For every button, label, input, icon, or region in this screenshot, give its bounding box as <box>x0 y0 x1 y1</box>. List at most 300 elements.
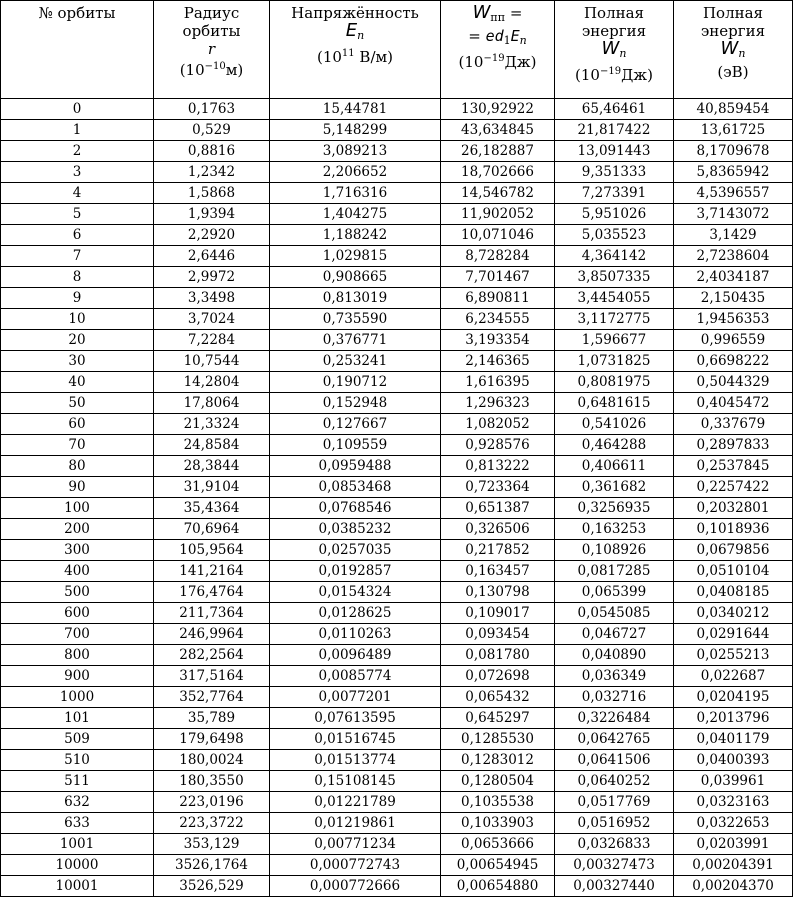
total-energy-joule-cell: 0,032716 <box>555 687 674 708</box>
table-row <box>1 582 793 603</box>
radius-cell: 35,4364 <box>154 498 270 519</box>
table-row <box>1 771 793 792</box>
potential-energy-cell: 0,217852 <box>441 540 555 561</box>
table-row <box>1 393 793 414</box>
radius-cell: 70,6964 <box>154 519 270 540</box>
total-energy-joule-cell: 21,817422 <box>555 120 674 141</box>
field-strength-cell: 0,0096489 <box>270 645 441 666</box>
radius-cell: 10,7544 <box>154 351 270 372</box>
table-row <box>1 729 793 750</box>
orbit-number-cell: 50 <box>1 393 154 414</box>
header-total-energy-joule-unit <box>557 63 671 84</box>
header-radius-line2: орбиты <box>182 22 241 40</box>
total-energy-joule-cell: 0,0326833 <box>555 834 674 855</box>
header-total-energy-joule-unit-pre: (10 <box>575 66 600 84</box>
header-field-strength-unit-pre: (10 <box>316 48 342 66</box>
total-energy-ev-cell: 0,996559 <box>674 330 793 351</box>
header-potential-energy-expr2-sub: n <box>519 34 527 47</box>
header-potential-energy-expr2: E <box>510 27 520 45</box>
header-total-energy-joule-unit-post: Дж) <box>621 66 653 84</box>
potential-energy-cell: 8,728284 <box>441 246 555 267</box>
orbit-number-cell: 1000 <box>1 687 154 708</box>
header-potential-energy-unit-pre: (10 <box>458 53 484 71</box>
field-strength-cell: 0,813019 <box>270 288 441 309</box>
radius-cell: 2,2920 <box>154 225 270 246</box>
total-energy-joule-cell: 13,091443 <box>555 141 674 162</box>
radius-cell: 246,9964 <box>154 624 270 645</box>
table-row <box>1 855 793 876</box>
header-total-energy-joule-symbol <box>557 40 671 63</box>
potential-energy-cell: 0,813222 <box>441 456 555 477</box>
total-energy-ev-cell: 2,4034187 <box>674 267 793 288</box>
radius-cell: 3,3498 <box>154 288 270 309</box>
header-total-energy-ev-sym: W <box>720 38 739 59</box>
radius-cell: 352,7764 <box>154 687 270 708</box>
field-strength-cell: 0,000772743 <box>270 855 441 876</box>
potential-energy-cell: 11,902052 <box>441 204 555 225</box>
total-energy-ev-cell: 0,0322653 <box>674 813 793 834</box>
table-row <box>1 666 793 687</box>
radius-cell: 176,4764 <box>154 582 270 603</box>
radius-cell: 21,3324 <box>154 414 270 435</box>
total-energy-joule-cell: 7,273391 <box>555 183 674 204</box>
orbit-number-cell: 20 <box>1 330 154 351</box>
orbit-number-cell: 4 <box>1 183 154 204</box>
orbit-number-cell: 509 <box>1 729 154 750</box>
potential-energy-cell: 0,1283012 <box>441 750 555 771</box>
orbit-number-cell: 10 <box>1 309 154 330</box>
radius-cell: 2,9972 <box>154 267 270 288</box>
field-strength-cell: 0,01219861 <box>270 813 441 834</box>
total-energy-joule-cell: 1,596677 <box>555 330 674 351</box>
table-row <box>1 162 793 183</box>
orbit-number-cell: 60 <box>1 414 154 435</box>
table-row <box>1 687 793 708</box>
field-strength-cell: 1,029815 <box>270 246 441 267</box>
field-strength-cell: 0,0768546 <box>270 498 441 519</box>
potential-energy-cell: 0,326506 <box>441 519 555 540</box>
header-radius-symbol: r <box>207 40 216 58</box>
header-total-energy-joule-unit-exp: −19 <box>599 66 622 77</box>
total-energy-joule-cell: 0,065399 <box>555 582 674 603</box>
total-energy-joule-cell: 5,035523 <box>555 225 674 246</box>
orbit-number-cell: 2 <box>1 141 154 162</box>
header-field-strength-unit-post: В/м) <box>354 48 394 66</box>
total-energy-ev-cell: 2,7238604 <box>674 246 793 267</box>
orbit-number-cell: 100 <box>1 498 154 519</box>
table-row <box>1 372 793 393</box>
field-strength-cell: 0,01221789 <box>270 792 441 813</box>
total-energy-ev-cell: 0,6698222 <box>674 351 793 372</box>
orbit-number-cell: 1 <box>1 120 154 141</box>
table-row <box>1 246 793 267</box>
total-energy-ev-cell: 0,2032801 <box>674 498 793 519</box>
potential-energy-cell: 0,081780 <box>441 645 555 666</box>
radius-cell: 179,6498 <box>154 729 270 750</box>
total-energy-joule-cell: 65,46461 <box>555 99 674 120</box>
potential-energy-cell: 0,109017 <box>441 603 555 624</box>
total-energy-ev-cell: 0,2537845 <box>674 456 793 477</box>
total-energy-joule-cell: 1,0731825 <box>555 351 674 372</box>
table-row <box>1 561 793 582</box>
orbit-number-cell: 633 <box>1 813 154 834</box>
orbit-number-cell: 9 <box>1 288 154 309</box>
table-row <box>1 225 793 246</box>
total-energy-ev-cell: 8,1709678 <box>674 141 793 162</box>
field-strength-cell: 0,0385232 <box>270 519 441 540</box>
header-potential-energy-sym: W <box>472 2 491 23</box>
field-strength-cell: 0,127667 <box>270 414 441 435</box>
field-strength-cell: 0,152948 <box>270 393 441 414</box>
field-strength-cell: 0,0128625 <box>270 603 441 624</box>
total-energy-joule-cell: 0,0517769 <box>555 792 674 813</box>
field-strength-cell: 1,188242 <box>270 225 441 246</box>
table-row <box>1 351 793 372</box>
orbit-number-cell: 90 <box>1 477 154 498</box>
orbit-number-cell: 8 <box>1 267 154 288</box>
table-row <box>1 120 793 141</box>
field-strength-cell: 0,0077201 <box>270 687 441 708</box>
potential-energy-cell: 0,00654880 <box>441 876 555 897</box>
orbit-number-cell: 6 <box>1 225 154 246</box>
total-energy-joule-cell: 0,040890 <box>555 645 674 666</box>
orbit-number-cell: 632 <box>1 792 154 813</box>
field-strength-cell: 0,0192857 <box>270 561 441 582</box>
radius-cell: 105,9564 <box>154 540 270 561</box>
potential-energy-cell: 0,723364 <box>441 477 555 498</box>
orbit-number-cell: 500 <box>1 582 154 603</box>
radius-cell: 28,3844 <box>154 456 270 477</box>
header-orbit-number <box>1 1 154 99</box>
potential-energy-cell: 43,634845 <box>441 120 555 141</box>
field-strength-cell: 5,148299 <box>270 120 441 141</box>
radius-cell: 1,9394 <box>154 204 270 225</box>
total-energy-joule-cell: 3,4454055 <box>555 288 674 309</box>
table-row <box>1 435 793 456</box>
total-energy-ev-cell: 2,150435 <box>674 288 793 309</box>
total-energy-joule-cell: 0,541026 <box>555 414 674 435</box>
header-potential-energy-eq2: = <box>468 27 486 45</box>
potential-energy-cell: 0,00654945 <box>441 855 555 876</box>
field-strength-cell: 0,109559 <box>270 435 441 456</box>
field-strength-cell: 0,000772666 <box>270 876 441 897</box>
header-field-strength <box>270 1 441 99</box>
potential-energy-cell: 10,071046 <box>441 225 555 246</box>
total-energy-ev-cell: 0,0340212 <box>674 603 793 624</box>
total-energy-ev-cell: 0,0400393 <box>674 750 793 771</box>
header-potential-energy-unit-exp: −19 <box>483 53 505 64</box>
header-radius-line1: Радиус <box>183 4 240 22</box>
orbit-number-cell: 1001 <box>1 834 154 855</box>
potential-energy-cell: 7,701467 <box>441 267 555 288</box>
total-energy-joule-cell: 0,00327440 <box>555 876 674 897</box>
total-energy-joule-cell: 0,6481615 <box>555 393 674 414</box>
header-field-strength-line1: Напряжённость <box>291 4 419 22</box>
radius-cell: 223,3722 <box>154 813 270 834</box>
header-radius-unit-post: м) <box>225 61 244 79</box>
potential-energy-cell: 18,702666 <box>441 162 555 183</box>
radius-cell: 0,1763 <box>154 99 270 120</box>
header-potential-energy-unit <box>443 50 552 71</box>
table-row <box>1 204 793 225</box>
header-total-energy-joule-line1: Полная <box>583 4 645 22</box>
total-energy-ev-cell: 0,00204391 <box>674 855 793 876</box>
radius-cell: 1,5868 <box>154 183 270 204</box>
potential-energy-cell: 0,645297 <box>441 708 555 729</box>
header-radius-unit-exp: −10 <box>204 61 226 72</box>
radius-cell: 223,0196 <box>154 792 270 813</box>
header-total-energy-ev-symbol <box>676 40 790 63</box>
total-energy-ev-cell: 0,2013796 <box>674 708 793 729</box>
total-energy-ev-cell: 0,0255213 <box>674 645 793 666</box>
header-total-energy-joule <box>555 1 674 99</box>
orbit-number-cell: 30 <box>1 351 154 372</box>
field-strength-cell: 0,0257035 <box>270 540 441 561</box>
table-row <box>1 603 793 624</box>
potential-energy-cell: 3,193354 <box>441 330 555 351</box>
header-total-energy-ev <box>674 1 793 99</box>
potential-energy-cell: 1,082052 <box>441 414 555 435</box>
header-potential-energy-expr: ed <box>485 27 504 45</box>
potential-energy-cell: 0,093454 <box>441 624 555 645</box>
potential-energy-cell: 0,1280504 <box>441 771 555 792</box>
header-potential-energy-unit-post: Дж) <box>504 53 537 71</box>
table-row <box>1 708 793 729</box>
radius-cell: 17,8064 <box>154 393 270 414</box>
total-energy-ev-cell: 5,8365942 <box>674 162 793 183</box>
header-radius-unit <box>156 58 267 79</box>
potential-energy-cell: 0,072698 <box>441 666 555 687</box>
orbit-number-cell: 3 <box>1 162 154 183</box>
potential-energy-cell: 6,234555 <box>441 309 555 330</box>
total-energy-ev-cell: 13,61725 <box>674 120 793 141</box>
field-strength-cell: 0,15108145 <box>270 771 441 792</box>
header-total-energy-ev-unit: (эВ) <box>717 63 749 81</box>
total-energy-ev-cell: 0,0401179 <box>674 729 793 750</box>
total-energy-joule-cell: 0,046727 <box>555 624 674 645</box>
orbit-number-cell: 5 <box>1 204 154 225</box>
field-strength-cell: 0,376771 <box>270 330 441 351</box>
radius-cell: 14,2804 <box>154 372 270 393</box>
table-row <box>1 876 793 897</box>
field-strength-cell: 3,089213 <box>270 141 441 162</box>
total-energy-joule-cell: 0,3256935 <box>555 498 674 519</box>
total-energy-joule-cell: 0,163253 <box>555 519 674 540</box>
total-energy-ev-cell: 0,0679856 <box>674 540 793 561</box>
radius-cell: 180,0024 <box>154 750 270 771</box>
potential-energy-cell: 130,92922 <box>441 99 555 120</box>
total-energy-joule-cell: 3,1172775 <box>555 309 674 330</box>
radius-cell: 35,789 <box>154 708 270 729</box>
table-row <box>1 834 793 855</box>
radius-cell: 2,6446 <box>154 246 270 267</box>
field-strength-cell: 1,716316 <box>270 183 441 204</box>
header-field-strength-symbol <box>272 22 438 45</box>
total-energy-ev-cell: 0,039961 <box>674 771 793 792</box>
field-strength-cell: 0,0959488 <box>270 456 441 477</box>
total-energy-joule-cell: 0,0640252 <box>555 771 674 792</box>
total-energy-joule-cell: 0,8081975 <box>555 372 674 393</box>
total-energy-ev-cell: 0,2257422 <box>674 477 793 498</box>
field-strength-cell: 15,44781 <box>270 99 441 120</box>
header-potential-energy-line2 <box>443 27 552 50</box>
orbit-number-cell: 200 <box>1 519 154 540</box>
table-row <box>1 288 793 309</box>
total-energy-ev-cell: 1,9456353 <box>674 309 793 330</box>
header-total-energy-joule-sym-sub: n <box>619 47 627 60</box>
potential-energy-cell: 14,546782 <box>441 183 555 204</box>
table-body <box>1 99 793 897</box>
field-strength-cell: 0,01516745 <box>270 729 441 750</box>
field-strength-cell: 0,0110263 <box>270 624 441 645</box>
total-energy-joule-cell: 0,0642765 <box>555 729 674 750</box>
total-energy-joule-cell: 9,351333 <box>555 162 674 183</box>
header-potential-energy-sym-sub: пп <box>490 11 506 24</box>
header-potential-energy-line1 <box>443 4 552 27</box>
header-field-strength-unit-exp: 11 <box>341 48 355 59</box>
total-energy-joule-cell: 0,0817285 <box>555 561 674 582</box>
header-radius <box>154 1 270 99</box>
header-radius-unit-pre: (10 <box>179 61 205 79</box>
table-row <box>1 645 793 666</box>
orbit-number-cell: 10001 <box>1 876 154 897</box>
table-row <box>1 792 793 813</box>
total-energy-ev-cell: 0,0203991 <box>674 834 793 855</box>
table-row <box>1 330 793 351</box>
total-energy-ev-cell: 3,1429 <box>674 225 793 246</box>
total-energy-ev-cell: 0,5044329 <box>674 372 793 393</box>
total-energy-ev-cell: 0,2897833 <box>674 435 793 456</box>
total-energy-ev-cell: 3,7143072 <box>674 204 793 225</box>
table-row <box>1 498 793 519</box>
table-row <box>1 813 793 834</box>
total-energy-joule-cell: 5,951026 <box>555 204 674 225</box>
radius-cell: 0,8816 <box>154 141 270 162</box>
table-row <box>1 519 793 540</box>
total-energy-joule-cell: 0,361682 <box>555 477 674 498</box>
orbit-number-cell: 800 <box>1 645 154 666</box>
orbit-number-cell: 70 <box>1 435 154 456</box>
header-potential-energy <box>441 1 555 99</box>
total-energy-ev-cell: 0,0204195 <box>674 687 793 708</box>
field-strength-cell: 0,735590 <box>270 309 441 330</box>
radius-cell: 3,7024 <box>154 309 270 330</box>
radius-cell: 1,2342 <box>154 162 270 183</box>
radius-cell: 141,2164 <box>154 561 270 582</box>
potential-energy-cell: 2,146365 <box>441 351 555 372</box>
total-energy-joule-cell: 4,364142 <box>555 246 674 267</box>
table-row <box>1 750 793 771</box>
orbit-number-cell: 600 <box>1 603 154 624</box>
orbit-number-cell: 0 <box>1 99 154 120</box>
field-strength-cell: 0,07613595 <box>270 708 441 729</box>
radius-cell: 3526,529 <box>154 876 270 897</box>
potential-energy-cell: 0,065432 <box>441 687 555 708</box>
total-energy-ev-cell: 0,337679 <box>674 414 793 435</box>
radius-cell: 31,9104 <box>154 477 270 498</box>
total-energy-ev-cell: 0,00204370 <box>674 876 793 897</box>
header-field-strength-sym-sub: n <box>357 29 365 42</box>
total-energy-joule-cell: 0,00327473 <box>555 855 674 876</box>
radius-cell: 180,3550 <box>154 771 270 792</box>
radius-cell: 282,2564 <box>154 645 270 666</box>
field-strength-cell: 1,404275 <box>270 204 441 225</box>
total-energy-joule-cell: 3,8507335 <box>555 267 674 288</box>
total-energy-ev-cell: 0,4045472 <box>674 393 793 414</box>
table-row <box>1 267 793 288</box>
field-strength-cell: 0,0154324 <box>270 582 441 603</box>
potential-energy-cell: 26,182887 <box>441 141 555 162</box>
total-energy-joule-cell: 0,036349 <box>555 666 674 687</box>
total-energy-ev-cell: 40,859454 <box>674 99 793 120</box>
potential-energy-cell: 0,1285530 <box>441 729 555 750</box>
total-energy-ev-cell: 0,022687 <box>674 666 793 687</box>
potential-energy-cell: 0,1035538 <box>441 792 555 813</box>
orbit-number-cell: 80 <box>1 456 154 477</box>
table-row <box>1 477 793 498</box>
orbit-number-cell: 700 <box>1 624 154 645</box>
header-total-energy-joule-line2: энергия <box>581 22 647 40</box>
potential-energy-cell: 0,163457 <box>441 561 555 582</box>
table-row <box>1 309 793 330</box>
table-row <box>1 624 793 645</box>
field-strength-cell: 0,00771234 <box>270 834 441 855</box>
header-orbit-number-label: № орбиты <box>38 4 116 22</box>
potential-energy-cell: 0,130798 <box>441 582 555 603</box>
orbit-number-cell: 300 <box>1 540 154 561</box>
orbit-number-cell: 40 <box>1 372 154 393</box>
table-row <box>1 99 793 120</box>
potential-energy-cell: 6,890811 <box>441 288 555 309</box>
header-potential-energy-eq: = <box>505 4 523 22</box>
header-total-energy-joule-sym: W <box>601 38 620 59</box>
field-strength-cell: 0,0853468 <box>270 477 441 498</box>
orbit-number-cell: 510 <box>1 750 154 771</box>
table-row <box>1 183 793 204</box>
radius-cell: 7,2284 <box>154 330 270 351</box>
potential-energy-cell: 0,928576 <box>441 435 555 456</box>
potential-energy-cell: 1,616395 <box>441 372 555 393</box>
total-energy-joule-cell: 0,464288 <box>555 435 674 456</box>
total-energy-ev-cell: 4,5396557 <box>674 183 793 204</box>
header-row <box>1 1 793 99</box>
radius-cell: 211,7364 <box>154 603 270 624</box>
table-row <box>1 540 793 561</box>
orbit-number-cell: 7 <box>1 246 154 267</box>
field-strength-cell: 2,206652 <box>270 162 441 183</box>
radius-cell: 24,8584 <box>154 435 270 456</box>
table-row <box>1 414 793 435</box>
orbit-number-cell: 511 <box>1 771 154 792</box>
total-energy-joule-cell: 0,108926 <box>555 540 674 561</box>
table-row <box>1 456 793 477</box>
table-row <box>1 141 793 162</box>
header-field-strength-unit <box>272 45 438 66</box>
orbit-number-cell: 10000 <box>1 855 154 876</box>
field-strength-cell: 0,253241 <box>270 351 441 372</box>
potential-energy-cell: 0,651387 <box>441 498 555 519</box>
total-energy-ev-cell: 0,0408185 <box>674 582 793 603</box>
header-field-strength-sym: E <box>345 20 358 41</box>
total-energy-joule-cell: 0,3226484 <box>555 708 674 729</box>
total-energy-ev-cell: 0,0291644 <box>674 624 793 645</box>
radius-cell: 353,129 <box>154 834 270 855</box>
field-strength-cell: 0,01513774 <box>270 750 441 771</box>
field-strength-cell: 0,908665 <box>270 267 441 288</box>
potential-energy-cell: 1,296323 <box>441 393 555 414</box>
total-energy-joule-cell: 0,0641506 <box>555 750 674 771</box>
header-total-energy-ev-line1: Полная <box>702 4 764 22</box>
